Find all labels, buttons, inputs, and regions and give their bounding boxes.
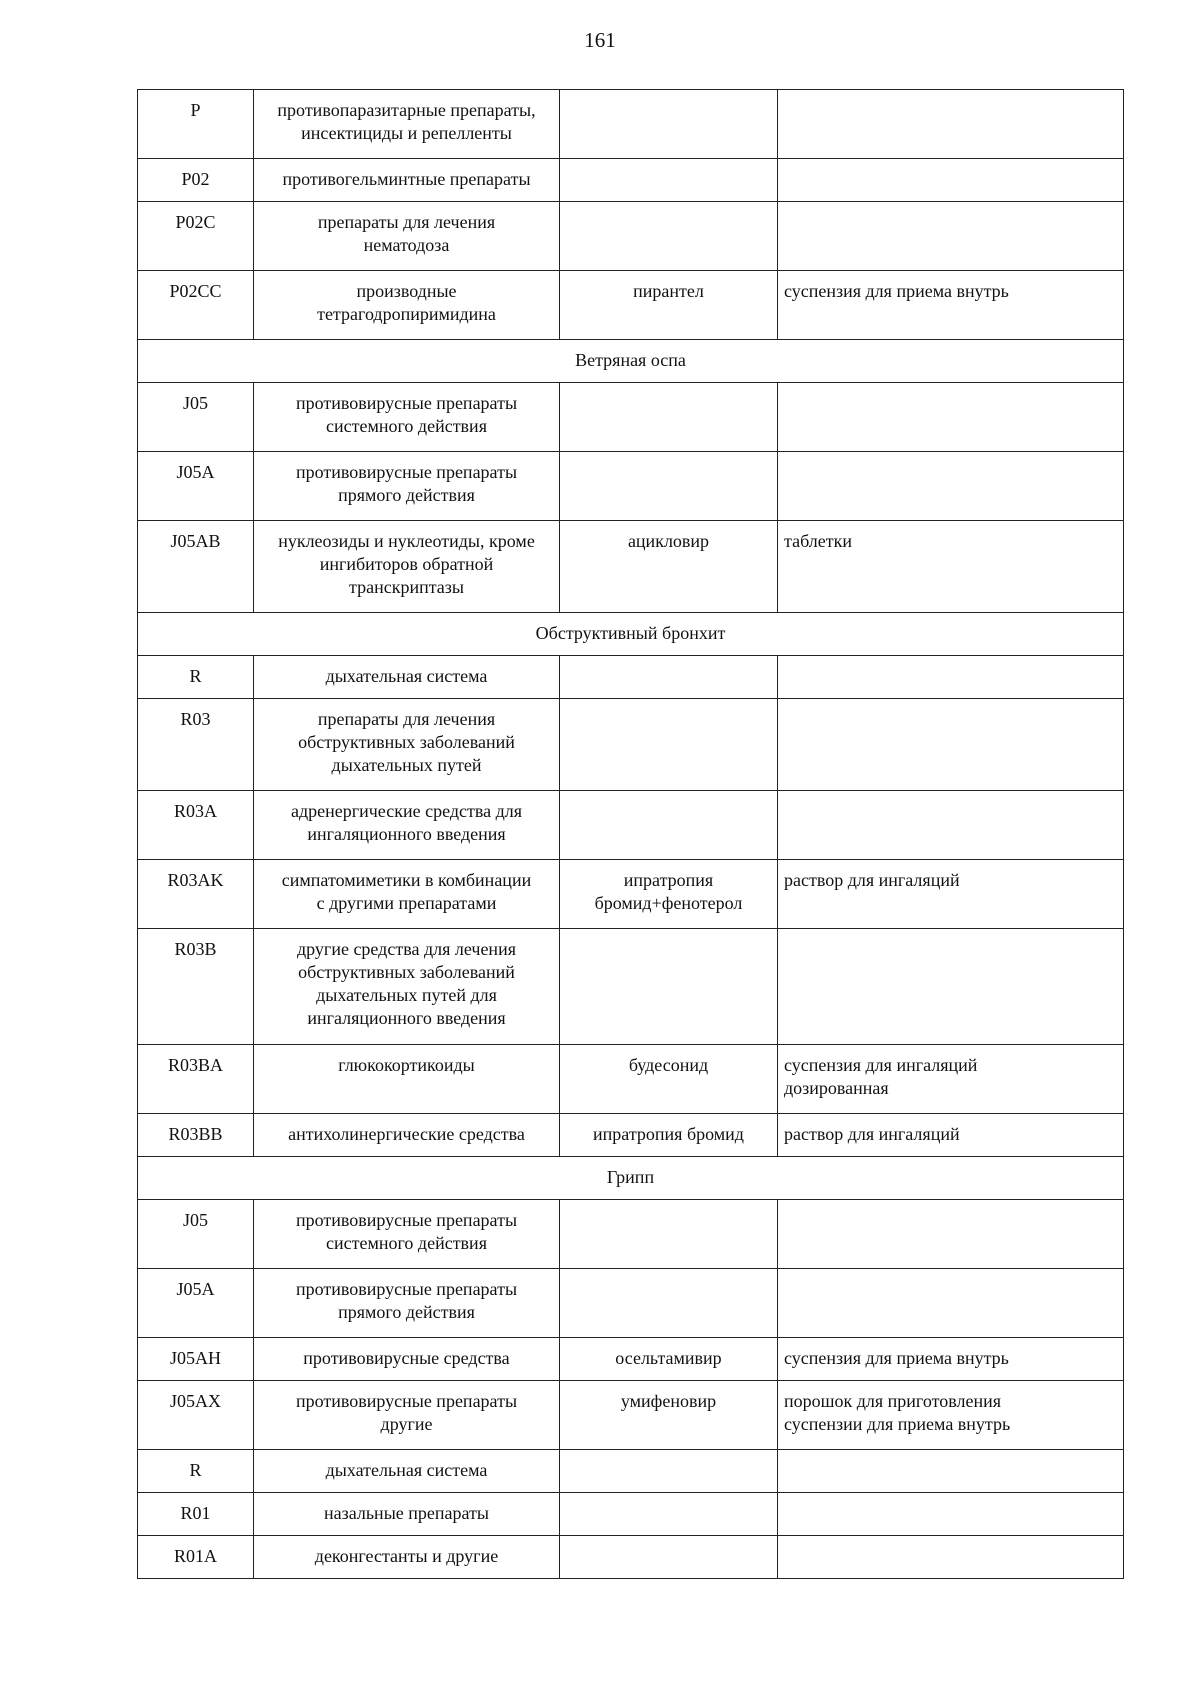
- table-row: [138, 1381, 1124, 1450]
- group-description-cell: антихолинергические средства: [254, 1114, 560, 1157]
- table-row: [138, 1493, 1124, 1536]
- table-row: [138, 1536, 1124, 1579]
- atc-code-cell: R01: [138, 1493, 254, 1536]
- table-row: [138, 929, 1124, 1045]
- drug-name-cell: будесонид: [560, 1045, 778, 1114]
- dosage-form-cell: раствор для ингаляций: [778, 860, 1124, 929]
- group-description-cell: глюкокортикоиды: [254, 1045, 560, 1114]
- atc-code-cell: R03B: [138, 929, 254, 1045]
- dosage-form-cell: суспензия для приема внутрь: [778, 271, 1124, 340]
- atc-code-cell: J05AB: [138, 521, 254, 613]
- table-row: [138, 202, 1124, 271]
- atc-code-cell: R03BB: [138, 1114, 254, 1157]
- section-title: Ветряная оспа: [138, 340, 1124, 383]
- drug-name-cell: [560, 1450, 778, 1493]
- group-description-cell: дыхательная система: [254, 1450, 560, 1493]
- medication-table: [137, 89, 1124, 1579]
- drug-name-cell: [560, 202, 778, 271]
- atc-code-cell: R01A: [138, 1536, 254, 1579]
- group-description-cell: назальные препараты: [254, 1493, 560, 1536]
- dosage-form-cell: [778, 1269, 1124, 1338]
- drug-name-cell: [560, 452, 778, 521]
- atc-code-cell: R03BA: [138, 1045, 254, 1114]
- group-description-cell: противовирусные препараты системного действия: [254, 383, 560, 452]
- table-row: [138, 1045, 1124, 1114]
- atc-code-cell: P02C: [138, 202, 254, 271]
- atc-code-cell: R: [138, 656, 254, 699]
- table-row: [138, 699, 1124, 791]
- dosage-form-cell: [778, 1493, 1124, 1536]
- drug-name-cell: [560, 929, 778, 1045]
- table-row: [138, 656, 1124, 699]
- page-number: 161: [584, 28, 616, 52]
- group-description-cell: симпатомиметики в комбинации с другими препаратами: [254, 860, 560, 929]
- dosage-form-cell: [778, 383, 1124, 452]
- drug-name-cell: умифеновир: [560, 1381, 778, 1450]
- group-description-cell: нуклеозиды и нуклеотиды, кроме ингибиторов обратной транскриптазы: [254, 521, 560, 613]
- drug-name-cell: [560, 90, 778, 159]
- group-description-cell: препараты для лечения нематодоза: [254, 202, 560, 271]
- dosage-form-cell: [778, 159, 1124, 202]
- dosage-form-cell: [778, 929, 1124, 1045]
- drug-name-cell: ипратропия бромид+фенотерол: [560, 860, 778, 929]
- group-description-cell: дыхательная система: [254, 656, 560, 699]
- atc-code-cell: P: [138, 90, 254, 159]
- table-row: [138, 452, 1124, 521]
- drug-name-cell: осельтамивир: [560, 1338, 778, 1381]
- dosage-form-cell: [778, 656, 1124, 699]
- drug-name-cell: [560, 1536, 778, 1579]
- atc-code-cell: J05: [138, 383, 254, 452]
- drug-name-cell: ацикловир: [560, 521, 778, 613]
- drug-name-cell: пирантел: [560, 271, 778, 340]
- table-row: [138, 1450, 1124, 1493]
- atc-code-cell: R: [138, 1450, 254, 1493]
- section-title: Обструктивный бронхит: [138, 613, 1124, 656]
- table-row: [138, 1200, 1124, 1269]
- section-header-row: [138, 613, 1124, 656]
- table-row: [138, 860, 1124, 929]
- group-description-cell: противовирусные препараты прямого действия: [254, 1269, 560, 1338]
- group-description-cell: противопаразитарные препараты, инсектициды и репелленты: [254, 90, 560, 159]
- dosage-form-cell: [778, 202, 1124, 271]
- drug-name-cell: ипратропия бромид: [560, 1114, 778, 1157]
- drug-name-cell: [560, 159, 778, 202]
- drug-name-cell: [560, 699, 778, 791]
- dosage-form-cell: [778, 699, 1124, 791]
- group-description-cell: противовирусные препараты другие: [254, 1381, 560, 1450]
- section-title: Грипп: [138, 1157, 1124, 1200]
- dosage-form-cell: суспензия для ингаляций дозированная: [778, 1045, 1124, 1114]
- group-description-cell: адренергические средства для ингаляционного введения: [254, 791, 560, 860]
- table-row: [138, 1269, 1124, 1338]
- atc-code-cell: J05AH: [138, 1338, 254, 1381]
- dosage-form-cell: порошок для приготовления суспензии для приема внутрь: [778, 1381, 1124, 1450]
- dosage-form-cell: таблетки: [778, 521, 1124, 613]
- group-description-cell: противовирусные препараты прямого действия: [254, 452, 560, 521]
- drug-name-cell: [560, 1269, 778, 1338]
- atc-code-cell: P02CC: [138, 271, 254, 340]
- atc-code-cell: J05A: [138, 452, 254, 521]
- dosage-form-cell: [778, 1536, 1124, 1579]
- dosage-form-cell: [778, 791, 1124, 860]
- atc-code-cell: J05A: [138, 1269, 254, 1338]
- drug-name-cell: [560, 791, 778, 860]
- atc-code-cell: R03: [138, 699, 254, 791]
- section-header-row: [138, 340, 1124, 383]
- group-description-cell: противовирусные препараты системного действия: [254, 1200, 560, 1269]
- group-description-cell: другие средства для лечения обструктивных заболеваний дыхательных путей для ингаляционного введения: [254, 929, 560, 1045]
- drug-name-cell: [560, 1493, 778, 1536]
- dosage-form-cell: [778, 452, 1124, 521]
- dosage-form-cell: [778, 90, 1124, 159]
- dosage-form-cell: суспензия для приема внутрь: [778, 1338, 1124, 1381]
- table-row: [138, 271, 1124, 340]
- group-description-cell: противовирусные средства: [254, 1338, 560, 1381]
- table-row: [138, 791, 1124, 860]
- atc-code-cell: R03A: [138, 791, 254, 860]
- drug-name-cell: [560, 383, 778, 452]
- table-row: [138, 159, 1124, 202]
- table-body: [138, 90, 1124, 1579]
- atc-code-cell: J05: [138, 1200, 254, 1269]
- section-header-row: [138, 1157, 1124, 1200]
- table-row: [138, 1338, 1124, 1381]
- dosage-form-cell: [778, 1200, 1124, 1269]
- atc-code-cell: R03AK: [138, 860, 254, 929]
- group-description-cell: деконгестанты и другие: [254, 1536, 560, 1579]
- table-row: [138, 383, 1124, 452]
- atc-code-cell: P02: [138, 159, 254, 202]
- atc-code-cell: J05AX: [138, 1381, 254, 1450]
- dosage-form-cell: раствор для ингаляций: [778, 1114, 1124, 1157]
- group-description-cell: противогельминтные препараты: [254, 159, 560, 202]
- group-description-cell: производные тетрагодропиримидина: [254, 271, 560, 340]
- table-row: [138, 90, 1124, 159]
- drug-name-cell: [560, 1200, 778, 1269]
- table-row: [138, 1114, 1124, 1157]
- group-description-cell: препараты для лечения обструктивных заболеваний дыхательных путей: [254, 699, 560, 791]
- table-row: [138, 521, 1124, 613]
- dosage-form-cell: [778, 1450, 1124, 1493]
- drug-name-cell: [560, 656, 778, 699]
